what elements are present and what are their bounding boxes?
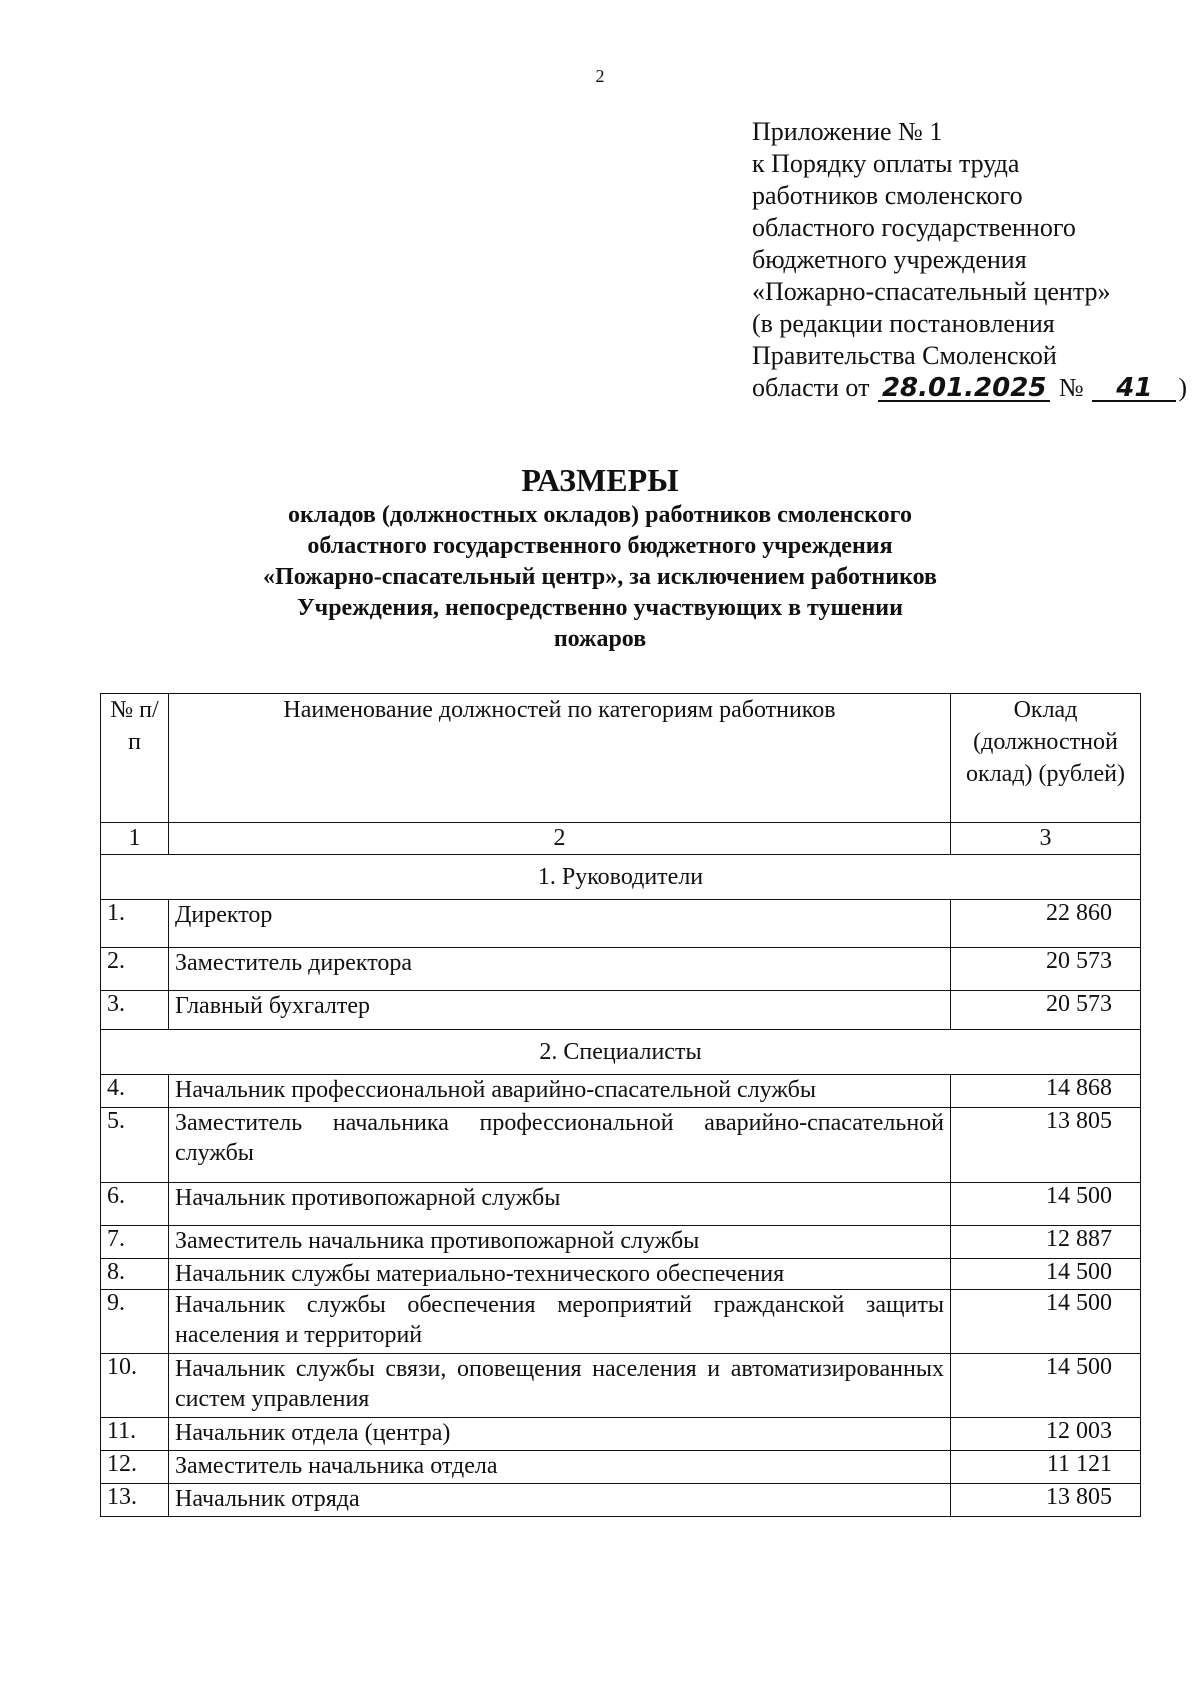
salary-table: [100, 693, 1141, 1517]
row-name: Начальник службы связи, оповещения населения и автоматизированных систем управления: [169, 1354, 951, 1418]
row-salary: 12 887: [951, 1226, 1141, 1259]
row-name: Начальник отдела (центра): [169, 1418, 951, 1451]
row-num: 2.: [101, 948, 169, 991]
row-name: Заместитель директора: [169, 948, 951, 991]
row-num: 3.: [101, 991, 169, 1030]
table-row: [101, 900, 1141, 948]
row-num: 12.: [101, 1451, 169, 1484]
row-num: 11.: [101, 1418, 169, 1451]
header-salary: Оклад (должностной оклад) (рублей): [951, 694, 1141, 823]
row-num: 4.: [101, 1075, 169, 1108]
row-salary: 14 500: [951, 1290, 1141, 1354]
table-row: [101, 991, 1141, 1030]
table-row: [101, 1451, 1141, 1484]
row-name: Заместитель начальника отдела: [169, 1451, 951, 1484]
section-title: 1. Руководители: [101, 855, 1141, 900]
table-row: [101, 1183, 1141, 1226]
appendix-last-line: [752, 372, 1187, 404]
appendix-line: бюджетного учреждения: [752, 245, 1027, 274]
row-name: Начальник службы материально-технического обеспечения: [169, 1259, 951, 1290]
header-name: Наименование должностей по категориям работников: [169, 694, 951, 823]
row-salary: 11 121: [951, 1451, 1141, 1484]
row-name: Начальник службы обеспечения мероприятий гражданской защиты населения и территорий: [169, 1290, 951, 1354]
document-subtitle: окладов (должностных окладов) работников смоленского областного государственного бюджетного учреждения «Пожарно-спасательный центр», за исключением работников Учреждения, непосредственно участвующих в тушении пожаров: [263, 502, 937, 652]
row-salary: 14 500: [951, 1354, 1141, 1418]
appendix-line: (в редакции постановления: [752, 309, 1055, 338]
closing-paren: ): [1178, 373, 1188, 402]
header-num: № п/п: [101, 694, 169, 823]
table-row: [101, 1108, 1141, 1183]
table-header-row: [101, 694, 1141, 823]
appendix-last-prefix: области от: [752, 373, 870, 402]
column-index: 2: [169, 823, 951, 855]
appendix-line: работников смоленского: [752, 181, 1023, 210]
row-num: 6.: [101, 1183, 169, 1226]
row-salary: 14 868: [951, 1075, 1141, 1108]
appendix-line: «Пожарно-спасательный центр»: [752, 277, 1111, 306]
row-salary: 14 500: [951, 1259, 1141, 1290]
number-label: №: [1058, 373, 1084, 402]
row-num: 5.: [101, 1108, 169, 1183]
row-salary: 22 860: [951, 900, 1141, 948]
table-row: [101, 948, 1141, 991]
section-title: 2. Специалисты: [101, 1030, 1141, 1075]
handwritten-date: 28.01.2025: [878, 376, 1050, 402]
table-row: [101, 1259, 1141, 1290]
column-index: 3: [951, 823, 1141, 855]
row-salary: 13 805: [951, 1108, 1141, 1183]
row-name: Заместитель начальника противопожарной службы: [169, 1226, 951, 1259]
row-salary: 14 500: [951, 1183, 1141, 1226]
appendix-line: Приложение № 1: [752, 117, 943, 146]
appendix-block: [752, 116, 1187, 404]
document-title: РАЗМЕРЫ: [521, 462, 679, 498]
table-row: [101, 1290, 1141, 1354]
row-num: 10.: [101, 1354, 169, 1418]
table-row: [101, 1354, 1141, 1418]
table-row: [101, 1418, 1141, 1451]
row-salary: 12 003: [951, 1418, 1141, 1451]
page-number: 2: [595, 66, 605, 86]
section-row: [101, 1030, 1141, 1075]
row-name: Главный бухгалтер: [169, 991, 951, 1030]
section-row: [101, 855, 1141, 900]
appendix-line: Правительства Смоленской: [752, 341, 1057, 370]
appendix-line: к Порядку оплаты труда: [752, 149, 1020, 178]
column-index: 1: [101, 823, 169, 855]
row-num: 7.: [101, 1226, 169, 1259]
row-name: Заместитель начальника профессиональной аварийно-спасательной службы: [169, 1108, 951, 1183]
row-salary: 13 805: [951, 1484, 1141, 1517]
table-row: [101, 1075, 1141, 1108]
row-num: 9.: [101, 1290, 169, 1354]
column-index-row: [101, 823, 1141, 855]
row-name: Начальник отряда: [169, 1484, 951, 1517]
handwritten-number: 41: [1092, 376, 1176, 402]
row-salary: 20 573: [951, 948, 1141, 991]
appendix-line: областного государственного: [752, 213, 1076, 242]
row-name: Начальник профессиональной аварийно-спасательной службы: [169, 1075, 951, 1108]
row-salary: 20 573: [951, 991, 1141, 1030]
row-name: Начальник противопожарной службы: [169, 1183, 951, 1226]
table-row: [101, 1484, 1141, 1517]
row-name: Директор: [169, 900, 951, 948]
table-row: [101, 1226, 1141, 1259]
row-num: 1.: [101, 900, 169, 948]
row-num: 8.: [101, 1259, 169, 1290]
row-num: 13.: [101, 1484, 169, 1517]
